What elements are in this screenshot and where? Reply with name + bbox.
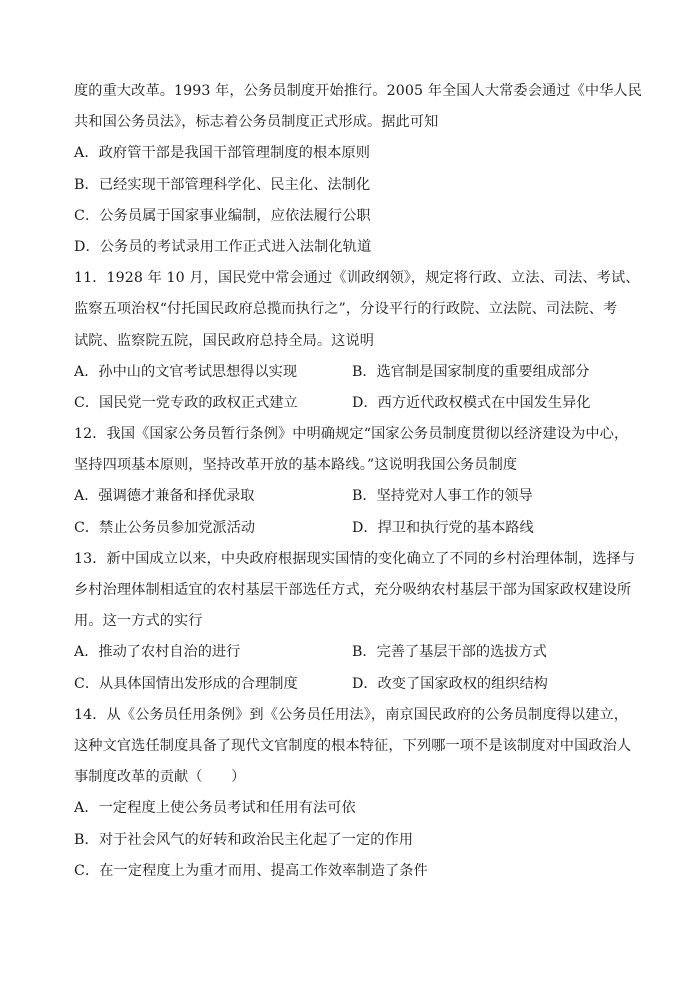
question-13-stem-line-2: 乡村治理体制相适宜的农村基层干部选任方式，充分吸纳农村基层干部为国家政权建设所	[74, 582, 632, 598]
question-14-stem-line-3: 事制度改革的贡献（ ）	[74, 769, 246, 786]
question-10-option-b: B．已经实现干部管理科学化、民主化、法制化	[74, 176, 371, 193]
question-12-option-a: A．强调德才兼备和择优录取	[74, 488, 255, 505]
question-11-option-a: A．孙中山的文官考试思想得以实现	[74, 363, 298, 380]
question-12	[74, 419, 634, 544]
question-13-options-row-2	[74, 669, 634, 700]
question-13-options-row-1	[74, 637, 634, 668]
question-10-option-a: A．政府管干部是我国干部管理制度的根本原则	[74, 145, 371, 162]
question-12-options-row-2	[74, 513, 634, 544]
question-11-option-d: D．西方近代政权模式在中国发生异化	[352, 394, 591, 411]
question-13-stem-line-1: 13．新中国成立以来，中央政府根据现实国情的变化确立了不同的乡村治理体制，选择与	[74, 550, 636, 567]
question-14-option-c: C．在一定程度上为重才而用、提高工作效率制造了条件	[74, 862, 428, 879]
question-11-options-row-1	[74, 357, 634, 388]
question-13-option-c: C．从具体国情出发形成的合理制度	[74, 675, 298, 692]
question-11-options-row-2	[74, 388, 634, 419]
question-13	[74, 544, 634, 700]
question-11-option-c: C．国民党一党专政的政权正式建立	[74, 394, 298, 411]
question-10-option-c: C．公务员属于国家事业编制，应依法履行公职	[74, 207, 371, 224]
question-11-stem-line-3: 试院、监察院五院，国民政府总持全局。这说明	[74, 332, 375, 349]
question-10	[74, 76, 643, 263]
question-11-option-b: B．选官制是国家制度的重要组成部分	[352, 363, 590, 380]
question-11-stem-line-2: 监察五项治权“付托国民政府总揽而执行之”，分设平行的行政院、立法院、司法院、考	[74, 301, 618, 318]
question-10-option-d: D．公务员的考试录用工作正式进入法制化轨道	[74, 238, 372, 255]
question-11-stem-line-1: 11．1928 年 10 月，国民党中常会通过《训政纲领》，规定将行政、立法、司法、考试、	[74, 270, 640, 287]
question-10-stem-line-2: 共和国公务员法》，标志着公务员制度正式形成。据此可知	[74, 114, 439, 131]
question-14-option-a: A．一定程度上使公务员考试和任用有法可依	[74, 800, 356, 817]
question-14-stem-line-2: 这种文官选任制度具备了现代文官制度的根本特征，下列哪一项不是该制度对中国政治人	[74, 737, 632, 754]
question-14-option-b: B．对于社会风气的好转和政治民主化起了一定的作用	[74, 831, 414, 848]
question-12-option-d: D．捍卫和执行党的基本路线	[352, 519, 534, 536]
question-12-option-b: B．坚持党对人事工作的领导	[352, 488, 533, 505]
question-12-option-c: C．禁止公务员参加党派活动	[74, 519, 256, 536]
question-13-option-a: A．推动了农村自治的进行	[74, 644, 241, 661]
question-12-stem-line-2: 坚持四项基本原则，坚持改革开放的基本路线。”这说明我国公务员制度	[74, 457, 518, 474]
question-13-option-d: D．改变了国家政权的组织结构	[352, 675, 548, 692]
question-12-options-row-1	[74, 481, 634, 512]
exam-content	[74, 76, 643, 887]
question-13-option-b: B．完善了基层干部的选拔方式	[352, 644, 547, 661]
question-13-stem-line-3: 用。这一方式的实行	[74, 613, 203, 630]
question-14	[74, 700, 634, 887]
question-14-stem-line-1: 14．从《公务员任用条例》到《公务员任用法》，南京国民政府的公务员制度得以建立，	[74, 706, 629, 723]
question-10-stem-line-1: 度的重大改革。1993 年，公务员制度开始推行。2005 年全国人大常委会通过《中华人民	[74, 83, 643, 99]
question-12-stem-line-1: 12．我国《国家公务员暂行条例》中明确规定“国家公务员制度贯彻以经济建设为中心，	[74, 426, 629, 443]
question-11	[74, 263, 640, 419]
